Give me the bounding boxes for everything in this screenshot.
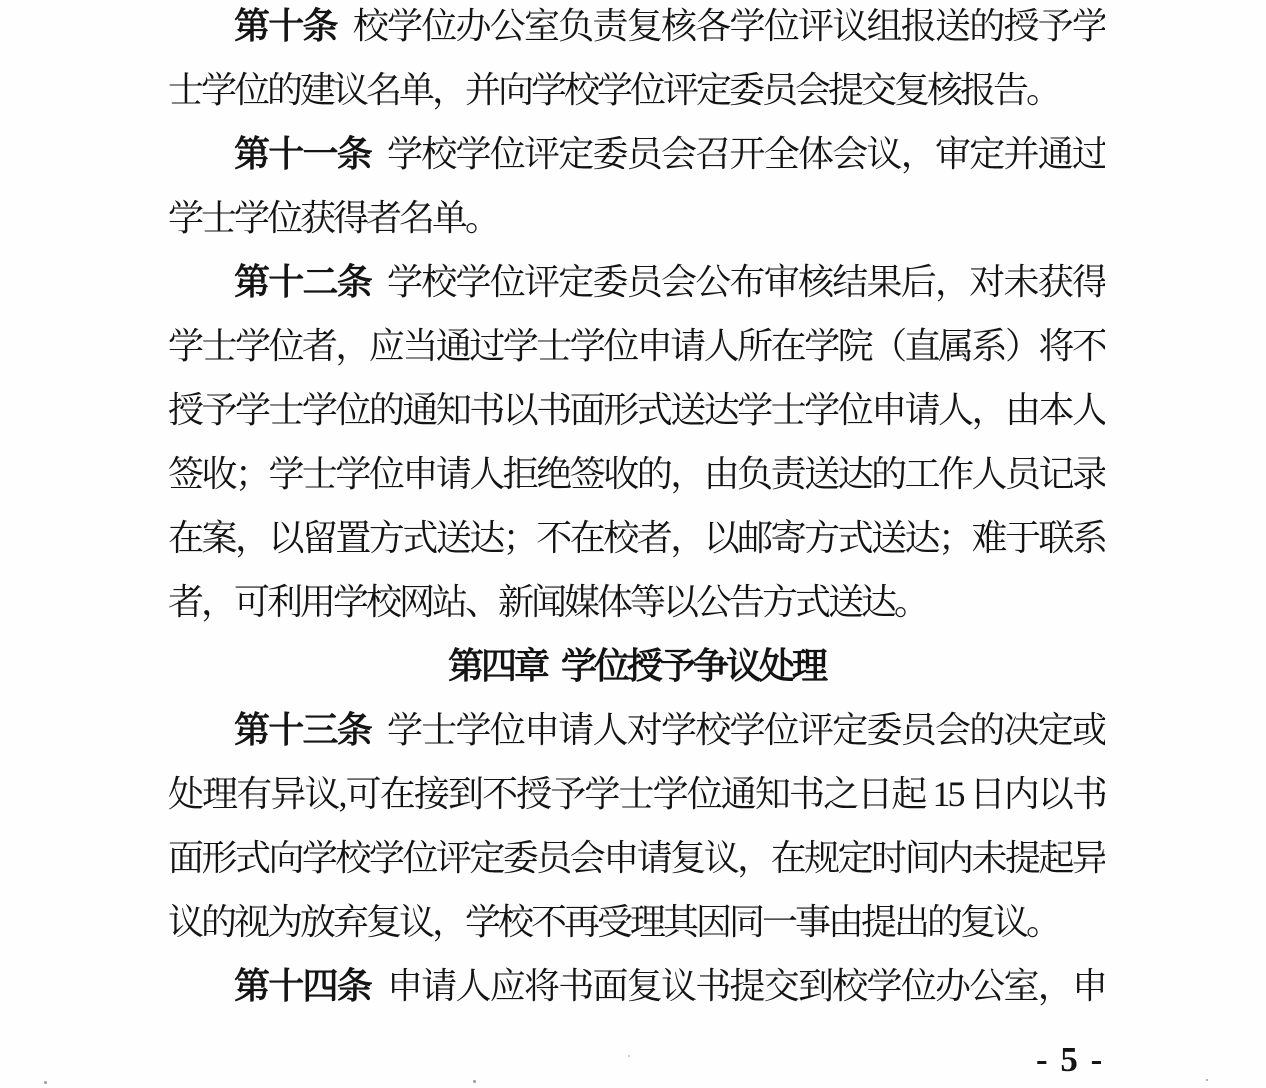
text-line: 学士学位者，应当通过学士学位申请人所在学院（直属系）将不 [168, 326, 1105, 366]
article-13-label: 第十三条 [234, 710, 371, 750]
article-13-text: 学士学位申请人对学校学位评定委员会的决定或 [387, 710, 1105, 750]
text-line [168, 954, 1105, 1018]
article-12-paragraph [168, 250, 1105, 634]
article-14-paragraph [168, 954, 1105, 1018]
article-10-label: 第十条 [234, 6, 337, 46]
text-line [168, 698, 1105, 762]
text-line [168, 122, 1105, 186]
scan-artifact-dot [628, 1055, 630, 1057]
scan-artifact-dot [44, 1081, 47, 1084]
text-line [168, 250, 1105, 314]
article-11-paragraph [168, 122, 1105, 250]
article-12-label: 第十二条 [234, 262, 371, 302]
document-page-body [168, 0, 1105, 1018]
chapter-heading-label: 第四章 [447, 646, 547, 686]
text-line: 学士学位获得者名单。 [168, 198, 499, 238]
page-number: - 5 - [1036, 1040, 1105, 1079]
article-10-paragraph [168, 0, 1105, 122]
text-line: 者，可利用学校网站、新闻媒体等以公告方式送达。 [168, 582, 928, 622]
scan-artifact-dot [473, 1080, 476, 1083]
chapter-heading-title: 学位授予争议处理 [561, 646, 826, 686]
text-line: 处理有异议,可在接到不授予学士学位通知书之日起 15 日内以书 [168, 774, 1105, 814]
article-11-label: 第十一条 [234, 134, 371, 174]
text-line: 士学位的建议名单，并向学校学位评定委员会提交复核报告。 [168, 70, 1060, 110]
text-line: 在案，以留置方式送达；不在校者，以邮寄方式送达；难于联系 [168, 518, 1105, 558]
text-line [168, 0, 1105, 58]
scan-artifact-dot [1206, 1079, 1208, 1081]
article-13-paragraph [168, 698, 1105, 954]
text-line: 面形式向学校学位评定委员会申请复议，在规定时间内未提起异 [168, 838, 1105, 878]
text-line: 议的视为放弃复议，学校不再受理其因同一事由提出的复议。 [168, 902, 1060, 942]
chapter-heading [168, 634, 1105, 698]
article-14-text: 申请人应将书面复议书提交到校学位办公室，申 [387, 966, 1105, 1006]
article-12-text: 学校学位评定委员会公布审核结果后，对未获得 [387, 262, 1105, 302]
article-10-text: 校学位办公室负责复核各学位评议组报送的授予学 [352, 6, 1105, 46]
article-14-label: 第十四条 [234, 966, 371, 1006]
text-line: 授予学士学位的通知书以书面形式送达学士学位申请人，由本人 [168, 390, 1105, 430]
text-line: 签收；学士学位申请人拒绝签收的，由负责送达的工作人员记录 [168, 454, 1105, 494]
article-11-text: 学校学位评定委员会召开全体会议，审定并通过 [387, 134, 1105, 174]
